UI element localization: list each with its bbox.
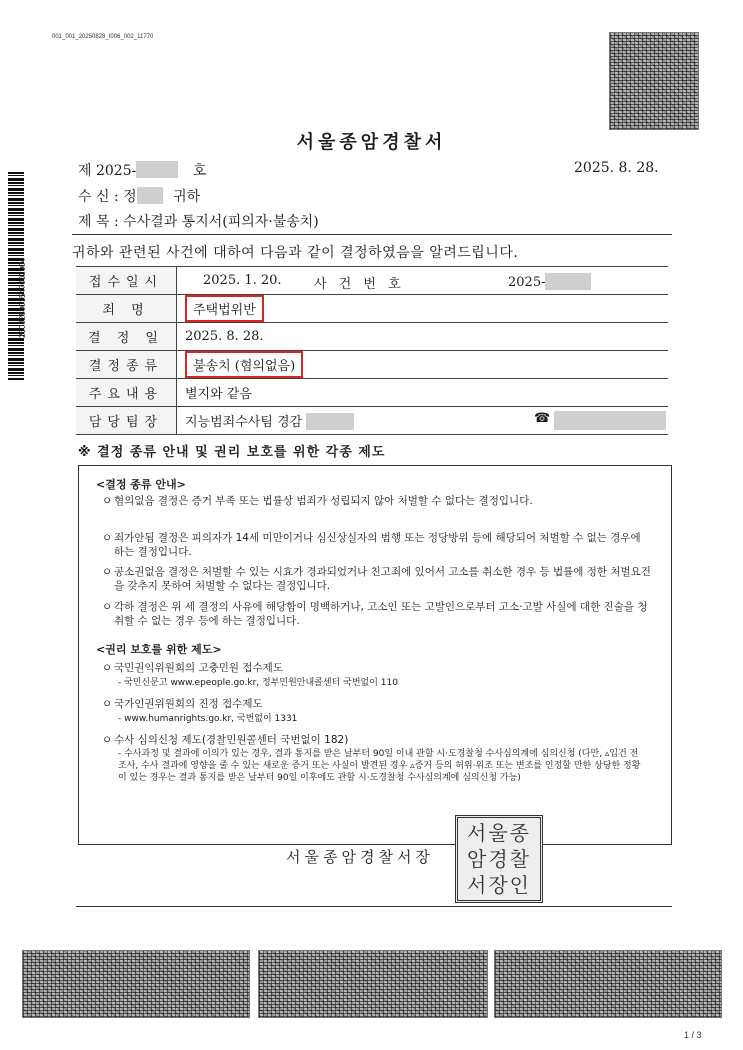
redaction [545,273,591,290]
decision-type-highlight [185,351,303,378]
intro-text: 귀하와 관련된 사건에 대하여 다음과 같이 결정하였음을 알려드립니다. [72,245,519,261]
decision-date: 2025. 8. 28. [177,323,669,351]
decision-item-text: 각하 결정은 위 세 결정의 사유에 해당함이 명백하거나, 고소인 또는 고발인으로부터 고소·고발 사실에 대한 진술을 청취할 수 없는 경우 등에 하는 결정입니다. [114,601,648,627]
bullet-icon: ㅇ [102,601,113,613]
table-row [76,407,668,435]
recipient [78,186,200,206]
divider [76,906,672,907]
recipient-label: 수 신 : [78,189,119,205]
list-item [102,697,654,711]
decision-type-label: 결정종류 [76,351,177,379]
redaction [306,413,354,430]
list-item [102,600,654,628]
divider [72,234,672,235]
rights-item-title: 국민권익위원회의 고충민원 접수제도 [114,662,283,674]
phone-icon: ☎ [534,411,551,426]
officer-value: 지능범죄수사팀 경감 [185,415,303,430]
table-row [76,379,668,407]
charge-highlight [185,295,264,322]
recipient-suffix: 귀하 [173,189,201,205]
officer-label: 담당팀장 [76,407,177,435]
bullet-icon: ㅇ [102,662,113,674]
officer-cell [177,407,669,435]
table-row [76,351,668,379]
decision-guide-heading: <결정 종류 안내> [96,478,186,491]
rights-item-title: 수사 심의신청 제도(경찰민원콜센터 국번없이 182) [114,734,349,746]
table-row [76,267,668,295]
qr-code-bottom-1 [22,950,250,1018]
subject [78,211,319,231]
list-item [102,565,654,593]
signature: 서울종암경찰서장 [286,848,434,866]
receipt-date [177,267,669,295]
list-item [102,531,654,559]
bullet-icon: ㅇ [102,734,113,746]
decision-item-text: 공소권없음 결정은 처벌할 수 있는 시효가 경과되었거나 친고죄에 있어서 고소를 취소한 경우 등 법률에 정한 처벌요건을 갖추지 못하여 처벌할 수 없다는 결정입니다. [114,566,651,592]
bullet-icon: ㅇ [102,495,113,507]
bullet-icon: ㅇ [102,566,113,578]
doc-number-suffix: 호 [192,163,207,179]
decision-item-text: 혐의없음 결정은 증거 부족 또는 법률상 범죄가 성립되지 않아 처벌할 수 없다는 결정입니다. [114,495,533,507]
list-item [102,494,654,508]
rights-item-detail: - 국민신문고 www.epeople.go.kr, 정부민원안내콜센터 국번없이 110 [118,678,398,688]
charge-value: 주택법위반 [193,303,256,318]
bullet-icon: ㅇ [102,532,113,544]
official-seal-stamp: 서울종 암경찰 서장인 [455,815,543,903]
case-no-value: 2025- [508,275,546,290]
receipt-date-label: 접수일시 [76,267,177,295]
redaction [554,411,666,430]
charge-label: 죄 명 [76,295,177,323]
doc-number [78,160,206,180]
decision-item-text: 죄가안됨 결정은 피의자가 14세 미만이거나 심신상실자의 범행 또는 정당방위 등에 해당되어 처벌할 수 없는 경우에 하는 결정입니다. [114,532,641,558]
rights-guide-heading: <권리 보호를 위한 제도> [96,643,222,656]
bullet-icon: ㅇ [102,698,113,710]
table-row [76,323,668,351]
main-content: 별지와 같음 [177,379,669,407]
qr-code-bottom-2 [258,950,488,1018]
list-item [102,733,654,747]
decision-date-label: 결 정 일 [76,323,177,351]
rights-item-title: 국가인권위원회의 진정 접수제도 [114,698,263,710]
table-row [76,295,668,323]
receipt-date-value: 2025. 1. 20. [203,273,282,288]
main-content-label: 주요내용 [76,379,177,407]
redaction [137,187,163,204]
doc-date: 2025. 8. 28. [574,160,659,176]
agency-title: 서울종암경찰서 [296,132,447,153]
case-no [508,273,591,290]
document-id: 001_001_20250828_I006_002_11770 [52,34,154,40]
case-no-label: 사 건 번 호 [314,277,405,292]
doc-number-prefix: 제 2025- [78,163,137,179]
qr-code-top [609,32,699,130]
list-item [102,661,654,675]
guide-title: ※ 결정 종류 안내 및 권리 보호를 위한 각종 제도 [78,445,386,460]
rights-item-detail: - www.humanrights.go.kr, 국번없이 1331 [118,714,298,724]
charge-cell [177,295,669,323]
recipient-name: 정 [123,189,137,205]
rights-item-detail: - 수사과정 및 결과에 이의가 있는 경우, 결과 통지를 받은 날부터 90일 이내 관할 시·도경찰청 수사심의계에 심의신청 (다만, ▵입건 전 조사, 수사 결과에 영향을 줄 수 있는 새로운 증거 또는 사실이 발견된 경우 ▵증거 등의 허위·위조 또는 변조를 인정할 만한 상당한 정황이 있는 경우는 결과 통지를 받은 날부터 90일 이후에도 관할 시·도경찰청 수사심의계에 심의신청 가능) [118,749,641,783]
subject-label: 제 목 : [78,214,119,230]
barcode-number: 250828001547002004 [18,257,27,338]
page-number: 1 / 3 [684,1030,702,1040]
redaction [136,161,178,178]
decision-type-cell [177,351,669,379]
decision-type-value: 불송치 (혐의없음) [193,359,296,374]
qr-code-bottom-3 [494,950,722,1018]
subject-text: 수사결과 통지서(피의자·불송치) [123,214,319,230]
info-table [76,266,668,435]
